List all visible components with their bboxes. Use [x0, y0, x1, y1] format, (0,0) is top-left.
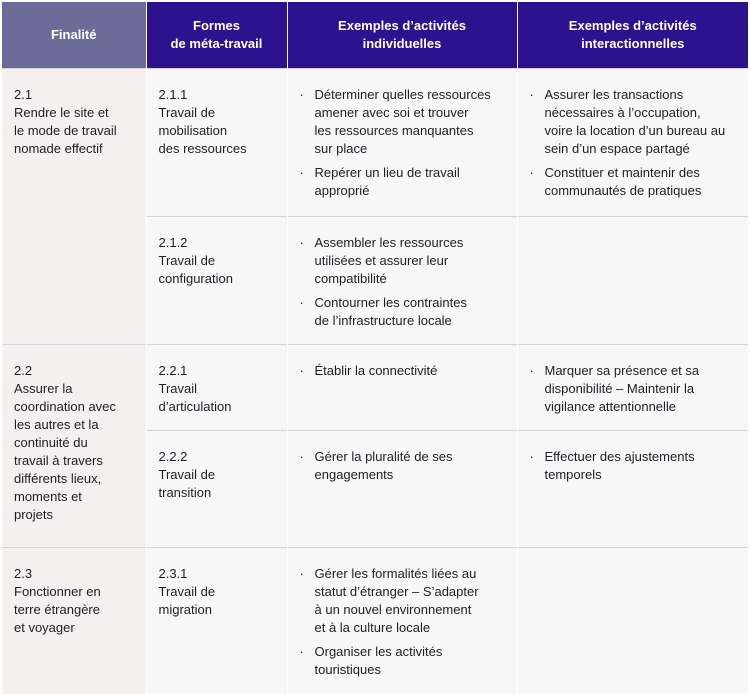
- activity-list: [300, 234, 507, 330]
- table-row: [2, 345, 748, 431]
- bullet-icon: ·: [299, 566, 304, 581]
- activity-list: [530, 448, 739, 484]
- activity-item: · Repérer un lieu de travail approprié: [299, 165, 460, 198]
- bullet-icon: ·: [529, 363, 534, 378]
- finalite-label: Rendre le site et le mode de travail nomade effectif: [14, 105, 117, 156]
- header-individuelles: Exemples d’activités individuelles: [287, 2, 517, 69]
- bullet-icon: ·: [299, 644, 304, 659]
- activity-item: · Organiser les activités touristiques: [299, 644, 443, 677]
- meta-work-table: [2, 2, 748, 694]
- activity-list: [300, 362, 507, 380]
- bullet-icon: ·: [299, 87, 304, 102]
- forme-number: 2.1.2: [158, 235, 188, 250]
- interactional-activities-cell: [517, 69, 748, 217]
- finalite-label: Fonctionner en terre étrangère et voyager: [14, 584, 101, 635]
- header-row: [2, 2, 748, 69]
- interactional-activities-cell: [517, 345, 748, 431]
- forme-cell: [146, 431, 287, 548]
- interactional-activities-cell: [517, 548, 748, 694]
- finalite-cell: [2, 548, 146, 694]
- table-row: [2, 548, 748, 694]
- finalite-number: 2.1: [14, 87, 33, 102]
- activity-item: · Marquer sa présence et sa disponibilité – Maintenir la vigilance attentionnelle: [529, 363, 700, 414]
- individual-activities-cell: [287, 69, 517, 217]
- forme-cell: [146, 345, 287, 431]
- finalite-cell: [2, 69, 146, 345]
- activity-item: · Déterminer quelles ressources amener avec soi et trouver les ressources manquantes sur place: [299, 87, 491, 156]
- forme-number: 2.3.1: [158, 566, 188, 581]
- activity-item: · Assembler les ressources utilisées et assurer leur compatibilité: [299, 235, 464, 286]
- finalite-label: Assurer la coordination avec les autres et la continuité du travail à travers différents lieux, moments et projets: [14, 381, 116, 522]
- interactional-activities-cell: [517, 217, 748, 345]
- table-row: [2, 69, 748, 217]
- activity-list: [300, 86, 507, 200]
- activity-item: · Gérer la pluralité de ses engagements: [299, 449, 453, 482]
- finalite-number: 2.3: [14, 566, 33, 581]
- forme-cell: [146, 217, 287, 345]
- bullet-icon: ·: [299, 235, 304, 250]
- individual-activities-cell: [287, 345, 517, 431]
- activity-item: · Gérer les formalités liées au statut d’étranger – S’adapter à un nouvel environnement et à la culture locale: [299, 566, 479, 635]
- activity-item: · Effectuer des ajustements temporels: [529, 449, 695, 482]
- forme-label: Travail de configuration: [158, 253, 233, 286]
- bullet-icon: ·: [299, 295, 304, 310]
- individual-activities-cell: [287, 548, 517, 694]
- finalite-cell: [2, 345, 146, 548]
- forme-number: 2.2.2: [158, 449, 188, 464]
- activity-item: · Assurer les transactions nécessaires à l’occupation, voire la location d’un bureau au sein d’un espace partagé: [529, 87, 726, 156]
- header-interactionnelles: Exemples d’activités interactionnelles: [517, 2, 748, 69]
- bullet-icon: ·: [299, 165, 304, 180]
- forme-label: Travail d’articulation: [158, 381, 232, 414]
- activity-item: · Contourner les contraintes de l’infrastructure locale: [299, 295, 467, 328]
- bullet-icon: ·: [299, 363, 304, 378]
- bullet-icon: ·: [299, 449, 304, 464]
- bullet-icon: ·: [529, 165, 534, 180]
- finalite-number: 2.2: [14, 363, 33, 378]
- header-formes: Formes de méta-travail: [146, 2, 287, 69]
- individual-activities-cell: [287, 431, 517, 548]
- individual-activities-cell: [287, 217, 517, 345]
- interactional-activities-cell: [517, 431, 748, 548]
- forme-label: Travail de migration: [158, 584, 216, 617]
- forme-number: 2.1.1: [158, 87, 188, 102]
- forme-cell: [146, 548, 287, 694]
- activity-list: [300, 448, 507, 484]
- forme-label: Travail de mobilisation des ressources: [158, 105, 247, 156]
- activity-item: · Constituer et maintenir des communautés de pratiques: [529, 165, 702, 198]
- activity-list: [530, 362, 739, 416]
- forme-cell: [146, 69, 287, 217]
- activity-list: [530, 86, 739, 200]
- bullet-icon: ·: [529, 87, 534, 102]
- header-finalite: Finalité: [2, 2, 146, 69]
- bullet-icon: ·: [529, 449, 534, 464]
- activity-item: · Établir la connectivité: [299, 363, 438, 378]
- activity-list: [300, 565, 507, 679]
- forme-label: Travail de transition: [158, 467, 216, 500]
- forme-number: 2.2.1: [158, 363, 188, 378]
